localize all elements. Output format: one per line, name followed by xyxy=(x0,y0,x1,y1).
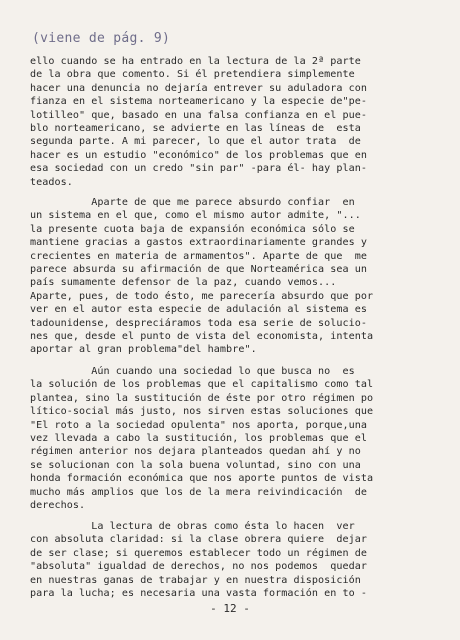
paragraph-3 xyxy=(30,365,450,512)
text-line: plantea, sino la sustitución de éste por otro régimen po xyxy=(30,392,374,404)
text-line: lítico-social más justo, nos sirven estas soluciones que xyxy=(30,406,374,418)
text-line: ello cuando se ha entrado en la lectura de la 2ª parte xyxy=(30,56,361,67)
text-line: honda formación económica que nos aporte puntos de vista xyxy=(30,473,374,485)
text-line: aportar al gran problema"del hambre". xyxy=(30,344,257,356)
text-line: "El roto a la sociedad opulenta" nos aporta, porque,una xyxy=(30,419,367,431)
text-line: hacer es un estudio "económico" de los problemas que en xyxy=(30,149,367,161)
text-line: en nuestras ganas de trabajar y en nuestra disposición xyxy=(30,574,361,586)
text-line: nes que, desde el punto de vista del economista, intenta xyxy=(30,330,374,342)
text-line: la solución de los problemas que el capitalismo como tal xyxy=(30,379,374,391)
text-line: esa sociedad con un credo "sin par" -para él- hay plan- xyxy=(30,163,367,175)
text-line: derechos. xyxy=(30,499,86,511)
text-line: fianza en el sistema norteamericano y la especie de"pe- xyxy=(30,96,367,108)
text-line: con absoluta claridad: si la clase obrera quiere dejar xyxy=(30,534,367,546)
text-line: país sumamente defensor de la paz, cuando vemos... xyxy=(30,277,337,289)
text-line: para la lucha; es necesaria una vasta formación en to - xyxy=(30,587,367,599)
text-line: mantiene gracias a gastos extraordinariamente grandes y xyxy=(30,237,367,249)
paragraph-2 xyxy=(30,196,450,357)
text-line: régimen anterior nos dejara planteados quedan ahí y no xyxy=(30,446,361,458)
paragraph-1 xyxy=(30,55,450,189)
text-line: vez llevada a cabo la sustitución, los problemas que el xyxy=(30,432,367,444)
text-line: segunda parte. A mi parecer, lo que el autor trata de xyxy=(30,136,361,148)
text-line: tadounidense, despreciáramos toda esa serie de solucio- xyxy=(30,317,367,329)
text-line: La lectura de obras como ésta lo hacen ver xyxy=(30,521,355,532)
text-line: ver en el autor esta especie de adulación al sistema es xyxy=(30,304,367,316)
text-line: Aparte de que me parece absurdo confiar en xyxy=(30,197,355,208)
text-line: Aún cuando una sociedad lo que busca no es xyxy=(30,366,355,377)
paragraph-4 xyxy=(30,520,450,600)
page-number: - 12 - xyxy=(210,602,250,615)
text-line: de ser clase; si queremos establecer todo un régimen de xyxy=(30,547,367,559)
text-line: lotilleo" que, basado en una falsa confianza en el pue- xyxy=(30,109,367,121)
text-line: un sistema en el que, como el mismo autor admite, "... xyxy=(30,210,361,222)
text-line: parece absurda su afirmación de que Norteamérica sea un xyxy=(30,263,367,275)
text-line: mucho más amplios que los de la mera reivindicación de xyxy=(30,486,367,498)
text-line: la presente cuota baja de expansión económica sólo se xyxy=(30,223,355,235)
text-line: de la obra que comento. Si él pretendiera simplemente xyxy=(30,69,355,81)
text-line: hacer una denuncia no dejaría entrever su aduladora con xyxy=(30,82,367,94)
text-line: "absoluta" igualdad de derechos, no nos podemos quedar xyxy=(30,561,367,573)
continuation-note: (viene de pág. 9) xyxy=(32,31,171,46)
text-line: teados. xyxy=(30,176,73,188)
text-line: se solucionan con la sola buena voluntad, sino con una xyxy=(30,459,361,471)
text-line: crecientes en materia de armamentos". Aparte de que me xyxy=(30,250,367,262)
text-line: Aparte, pues, de todo ésto, me parecería absurdo que por xyxy=(30,290,374,302)
text-line: blo norteamericano, se advierte en las líneas de esta xyxy=(30,122,361,134)
